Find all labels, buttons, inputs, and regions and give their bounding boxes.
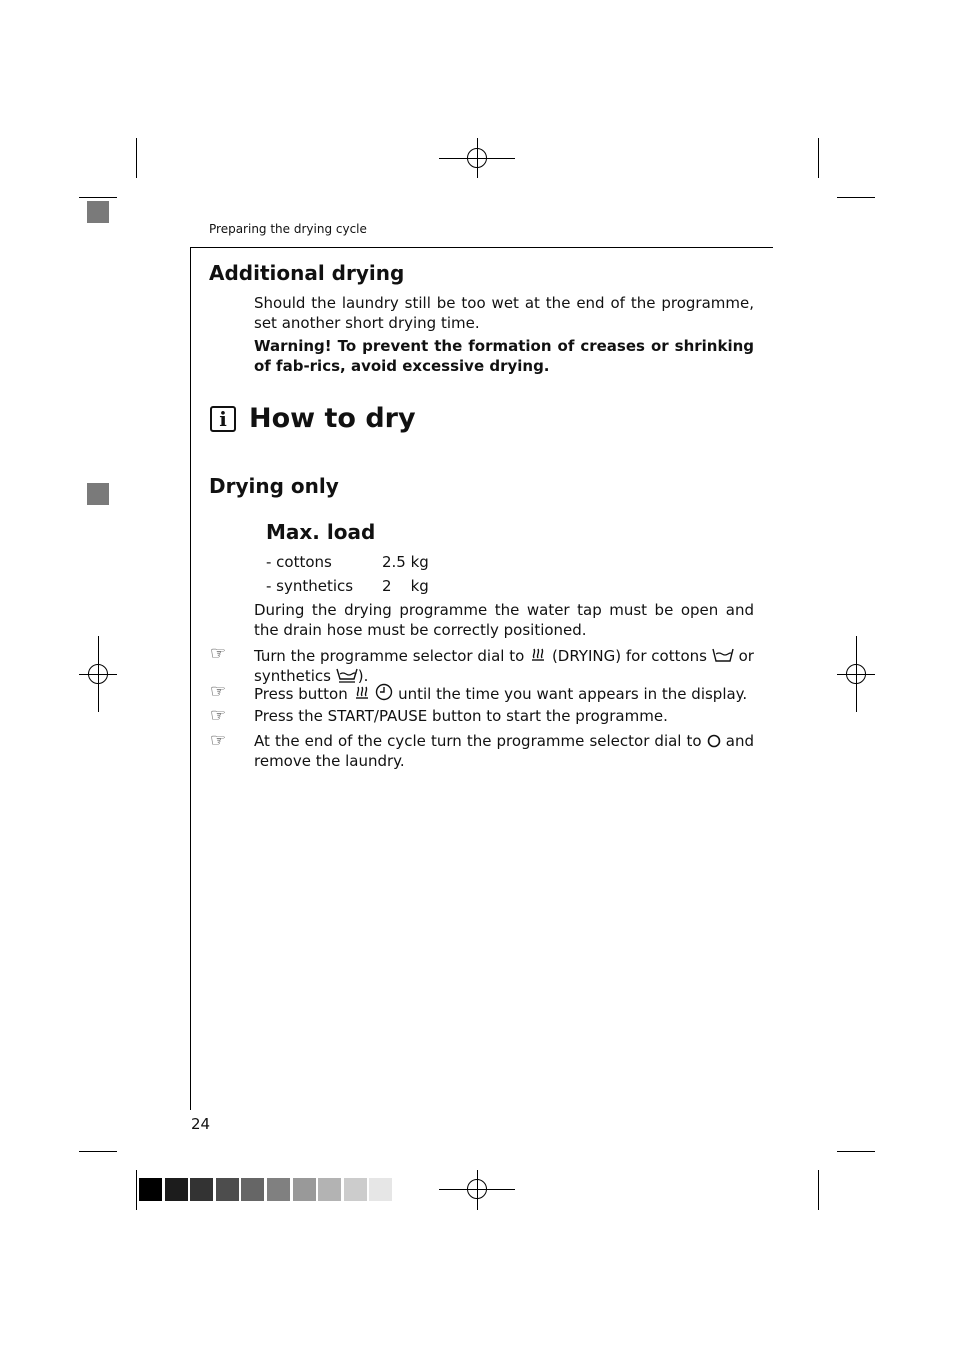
color-swatch [369, 1178, 392, 1201]
step-1-text-d: synthetics [254, 666, 331, 685]
additional-drying-text: Should the laundry still be too wet at the end of the programme, set another short drying time. [254, 294, 754, 332]
drying-steam-icon [529, 645, 547, 663]
pointing-hand-icon: ☞ [210, 705, 227, 726]
step-2-text-b: until the time you want appears in the display. [398, 685, 748, 703]
color-swatch [344, 1178, 367, 1201]
timer-clock-icon [375, 683, 393, 701]
drying-steam-icon [353, 683, 371, 701]
step-4-text-a: At the end of the cycle turn the programme selector dial to [254, 732, 702, 750]
subheading-max-load: Max. load [266, 520, 376, 544]
step-1-text-c: or [738, 647, 754, 665]
load-value: 2.5 kg [382, 553, 429, 571]
page-number: 24 [191, 1115, 211, 1133]
color-swatch [139, 1178, 162, 1201]
step-4-text-b: and [725, 732, 754, 750]
off-position-icon [707, 734, 721, 748]
load-label: - cottons [266, 553, 332, 571]
color-swatch [165, 1178, 188, 1201]
section-heading-drying-only: Drying only [209, 474, 339, 498]
step-2-text-a: Press button [254, 685, 348, 703]
step-1-text-e: ). [357, 666, 369, 685]
margin-rule [190, 247, 191, 1110]
warning-text: Warning! To prevent the formation of creases or shrinking of fab-rics, avoid excessive drying. [254, 337, 754, 375]
pointing-hand-icon: ☞ [210, 643, 227, 664]
pointing-hand-icon: ☞ [210, 681, 227, 702]
color-swatch [267, 1178, 290, 1201]
chapter-tab-marker [87, 483, 109, 505]
step-2 [254, 683, 754, 705]
step-3: Press the START/PAUSE button to start the programme. [254, 707, 668, 725]
step-1-text-b: (DRYING) for cottons [551, 647, 707, 665]
drying-requirements-text: During the drying programme the water tap must be open and the drain hose must be correctly positioned. [254, 601, 754, 639]
pointing-hand-icon: ☞ [210, 730, 227, 751]
running-head: Preparing the drying cycle [209, 222, 367, 236]
step-4-text-c: remove the laundry. [254, 751, 405, 770]
step-4 [254, 732, 754, 771]
page-title: How to dry [249, 403, 416, 434]
color-swatch [216, 1178, 239, 1201]
color-swatch [318, 1178, 341, 1201]
step-1 [254, 645, 754, 686]
section-heading-additional-drying: Additional drying [209, 261, 405, 285]
synthetics-wash-icon [336, 667, 358, 683]
color-swatch [241, 1178, 264, 1201]
load-label: - synthetics [266, 577, 354, 595]
header-rule [190, 247, 773, 248]
color-swatch [190, 1178, 213, 1201]
load-value: 2 kg [382, 577, 429, 595]
step-1-text-a: Turn the programme selector dial to [254, 647, 525, 665]
color-swatch [293, 1178, 316, 1201]
cottons-wash-icon [712, 647, 734, 663]
info-icon: i [210, 406, 236, 432]
chapter-tab-marker [87, 201, 109, 223]
